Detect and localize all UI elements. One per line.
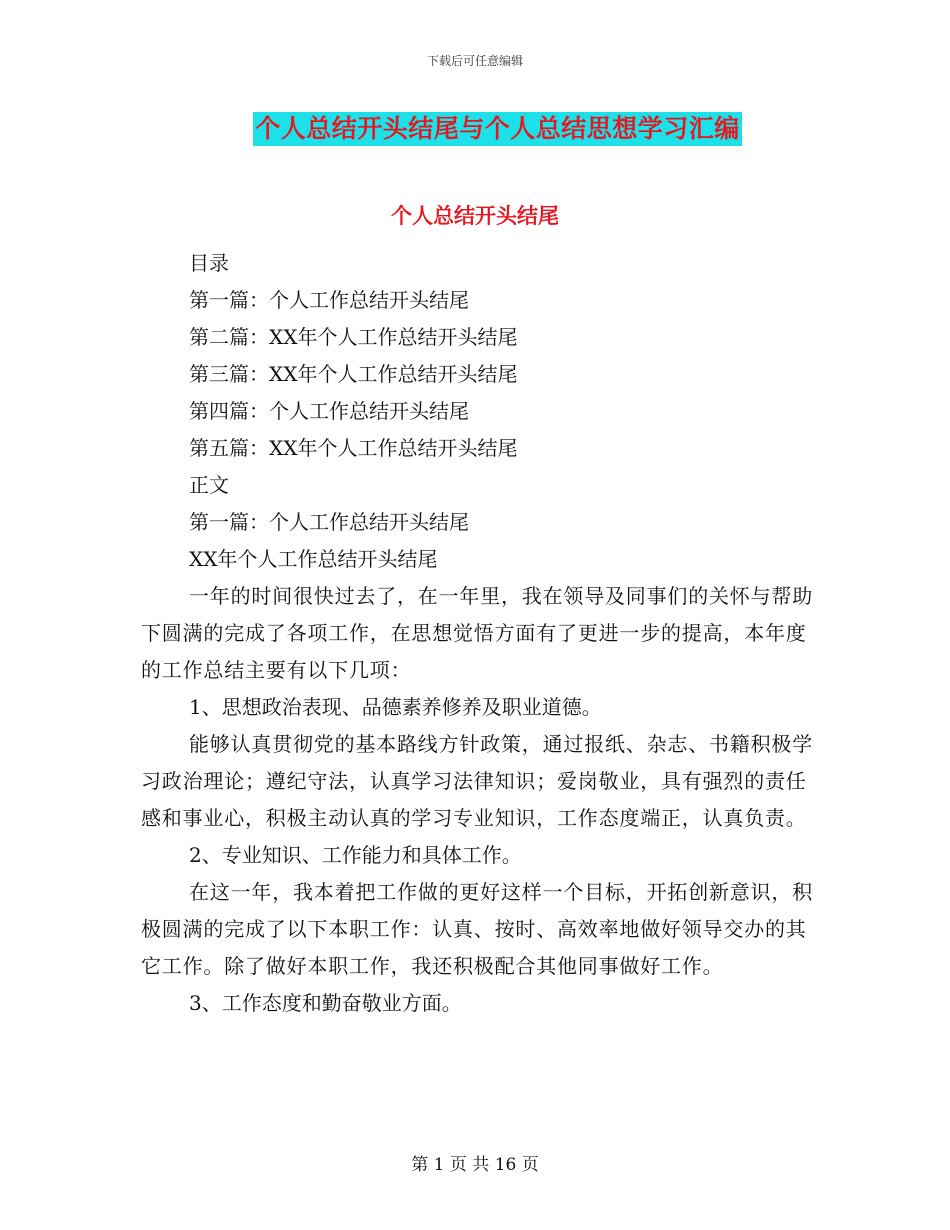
page-header: 下载后可任意编辑 <box>426 54 523 68</box>
item-heading-2: 2、专业知识、工作能力和具体工作。 <box>189 843 522 867</box>
item-heading-1: 1、思想政治表现、品德素养修养及职业道德。 <box>189 695 602 719</box>
toc-heading: 目录 <box>189 251 229 275</box>
paragraph-work: 在这一年，我本着把工作做的更好这样一个目标，开拓创新意识，积极圆满的完成了以下本职工作：认真、按时、高效率地做好领导交办的其它工作。除了做好本职工作，我还积极配合其他同事做好工作。 <box>141 880 813 978</box>
item-heading-3: 3、工作态度和勤奋敬业方面。 <box>189 991 462 1015</box>
paragraph-intro: 一年的时间很快过去了，在一年里，我在领导及同事们的关怀与帮助下圆满的完成了各项工作，在思想觉悟方面有了更进一步的提高，本年度的工作总结主要有以下几项： <box>141 584 813 682</box>
paragraph-political: 能够认真贯彻党的基本路线方针政策，通过报纸、杂志、书籍积极学习政治理论；遵纪守法，认真学习法律知识；爱岗敬业，具有强烈的责任感和事业心，积极主动认真的学习专业知识，工作态度端正，认真负责。 <box>141 732 813 830</box>
section-title: 个人总结开头结尾 <box>391 203 559 228</box>
toc-item-5: 第五篇：XX年个人工作总结开头结尾 <box>189 436 518 460</box>
main-text-heading: 正文 <box>189 473 229 497</box>
document-title-block <box>0 112 950 146</box>
toc-item-2: 第二篇：XX年个人工作总结开头结尾 <box>189 325 518 349</box>
toc-item-1: 第一篇：个人工作总结开头结尾 <box>189 288 469 312</box>
chapter-heading: 第一篇：个人工作总结开头结尾 <box>189 510 469 534</box>
toc-item-4: 第四篇：个人工作总结开头结尾 <box>189 399 469 423</box>
document-title: 个人总结开头结尾与个人总结思想学习汇编 <box>253 112 742 146</box>
chapter-subtitle: XX年个人工作总结开头结尾 <box>189 547 438 571</box>
page-footer: 第 1 页 共 16 页 <box>411 1155 539 1175</box>
document-body <box>141 245 813 1022</box>
toc-item-3: 第三篇：XX年个人工作总结开头结尾 <box>189 362 518 386</box>
